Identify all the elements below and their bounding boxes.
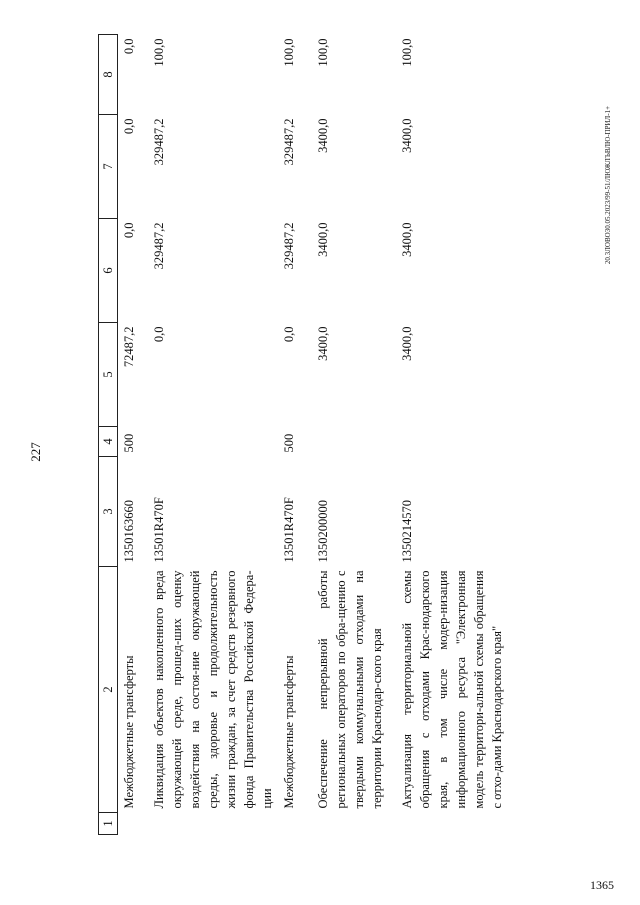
budget-table: [98, 34, 538, 835]
header-cell: 7: [99, 115, 118, 219]
document-code: 20.3ЛОВО30.05.2023/99-51/ЛЮЖЛЪВЛЮ-ПРИЛ-1+: [604, 105, 612, 265]
row-code: 1350214570: [400, 500, 414, 563]
header-cell: 3: [99, 457, 118, 567]
row-code: 13501R470F: [152, 497, 166, 563]
header-cell: 2: [99, 567, 118, 813]
row-type: [396, 427, 538, 457]
header-cell: 8: [99, 35, 118, 115]
row-value-5: 72487,2: [122, 326, 136, 368]
row-number: [312, 813, 396, 835]
row-code: 13501R470F: [282, 497, 296, 563]
row-name: Актуализация территориальной схемы обращения с отходами Крас-нодарского края, в том числе модер-низация информационного ресурса "Электронная модель территори-альной схемы обращения с отхо-дами Краснодарского края": [400, 570, 504, 809]
row-value-5: 3400,0: [400, 326, 414, 361]
table-row: [396, 35, 538, 835]
row-value-6: 3400,0: [400, 222, 414, 257]
budget-table-container: [98, 35, 588, 835]
row-value-5: 0,0: [282, 326, 296, 343]
row-type: [312, 427, 396, 457]
row-number: [278, 813, 312, 835]
row-value-8: 100,0: [282, 38, 296, 67]
table-row: [148, 35, 278, 835]
row-number: [118, 813, 149, 835]
row-name: Межбюджетные трансферты: [282, 655, 296, 809]
row-value-7: 329487,2: [282, 118, 296, 166]
row-value-7: 329487,2: [152, 118, 166, 166]
row-value-6: 329487,2: [152, 222, 166, 270]
row-name: Ликвидация объектов накопленного вреда окружающей среде, прошед-ших оценку воздействия на состоя-ние окружающей среды, здоровье и продолжительность жизни граждан, за счет средств резервного фонда Правительства Российской Федера-ции: [152, 570, 274, 809]
row-number: [396, 813, 538, 835]
header-cell: 6: [99, 219, 118, 323]
header-cell: 1: [99, 813, 118, 835]
row-name: Межбюджетные трансферты: [122, 655, 136, 809]
table-header-row: [99, 35, 118, 835]
row-type: 500: [122, 433, 136, 453]
row-type: 500: [282, 433, 296, 453]
row-value-8: 100,0: [400, 38, 414, 67]
page-number-bottom: 1365: [590, 878, 614, 892]
row-value-6: 329487,2: [282, 222, 296, 270]
row-type: [148, 427, 278, 457]
page-number-top: 227: [28, 442, 43, 462]
row-value-6: 3400,0: [316, 222, 330, 257]
row-value-8: 0,0: [122, 38, 136, 55]
row-value-7: 3400,0: [400, 118, 414, 153]
row-value-7: 0,0: [122, 118, 136, 135]
row-value-7: 3400,0: [316, 118, 330, 153]
table-row: [278, 35, 312, 835]
row-value-5: 0,0: [152, 326, 166, 343]
table-row: [118, 35, 149, 835]
header-cell: 4: [99, 427, 118, 457]
row-number: [148, 813, 278, 835]
row-value-6: 0,0: [122, 222, 136, 239]
row-value-8: 100,0: [152, 38, 166, 67]
row-name: Обеспечение непрерывной работы региональных операторов по обра-щению с твердыми коммунальными отходами на территории Краснодар-ского края: [316, 570, 384, 809]
header-cell: 5: [99, 323, 118, 427]
row-code: 1350163660: [122, 500, 136, 563]
row-code: 1350200000: [316, 500, 330, 563]
row-value-8: 100,0: [316, 38, 330, 67]
row-value-5: 3400,0: [316, 326, 330, 361]
table-row: [312, 35, 396, 835]
